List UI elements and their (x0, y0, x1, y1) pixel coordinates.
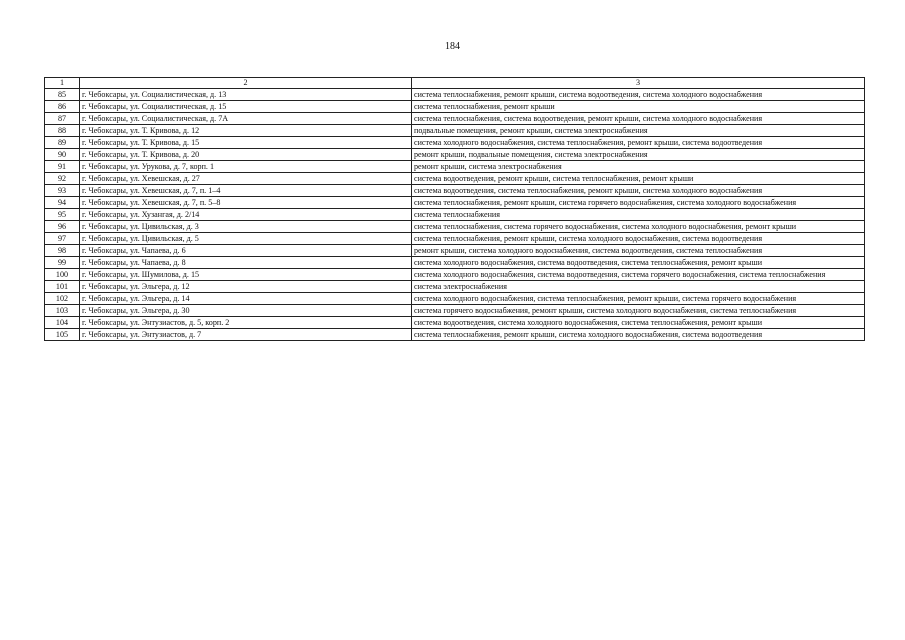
row-number-cell: 97 (45, 233, 80, 245)
table-row (45, 305, 865, 317)
works-cell: ремонт крыши, система холодного водоснабжения, система водоотведения, система теплоснабжения (412, 245, 865, 257)
registry-table (44, 77, 865, 341)
table-row (45, 269, 865, 281)
row-number-cell: 88 (45, 125, 80, 137)
row-number-cell: 94 (45, 197, 80, 209)
row-number-cell: 90 (45, 149, 80, 161)
address-cell: г. Чебоксары, ул. Урукова, д. 7, корп. 1 (80, 161, 412, 173)
row-number-cell: 101 (45, 281, 80, 293)
table-row (45, 245, 865, 257)
table-row (45, 89, 865, 101)
table-row (45, 197, 865, 209)
table-row (45, 137, 865, 149)
address-cell: г. Чебоксары, ул. Эльгера, д. 30 (80, 305, 412, 317)
address-cell: г. Чебоксары, ул. Хевешская, д. 7, п. 1–4 (80, 185, 412, 197)
row-number-cell: 93 (45, 185, 80, 197)
works-cell: система теплоснабжения, ремонт крыши, система холодного водоснабжения, система водоотведения (412, 329, 865, 341)
address-cell: г. Чебоксары, ул. Хузангая, д. 2/14 (80, 209, 412, 221)
address-cell: г. Чебоксары, ул. Эльгера, д. 12 (80, 281, 412, 293)
table-row (45, 113, 865, 125)
works-cell: система горячего водоснабжения, ремонт крыши, система холодного водоснабжения, система теплоснабжения (412, 305, 865, 317)
page-number: 184 (445, 41, 460, 52)
table-row (45, 317, 865, 329)
row-number-cell: 104 (45, 317, 80, 329)
row-number-cell: 95 (45, 209, 80, 221)
row-number-cell: 103 (45, 305, 80, 317)
table-row (45, 161, 865, 173)
row-number-cell: 89 (45, 137, 80, 149)
table-row (45, 221, 865, 233)
address-cell: г. Чебоксары, ул. Чапаева, д. 8 (80, 257, 412, 269)
address-cell: г. Чебоксары, ул. Хевешская, д. 7, п. 5–8 (80, 197, 412, 209)
works-cell: система холодного водоснабжения, система теплоснабжения, ремонт крыши, система горячего водоснабжения (412, 293, 865, 305)
works-cell: система водоотведения, система холодного водоснабжения, система теплоснабжения, ремонт крыши (412, 317, 865, 329)
address-cell: г. Чебоксары, ул. Хевешская, д. 27 (80, 173, 412, 185)
address-cell: г. Чебоксары, ул. Социалистическая, д. 15 (80, 101, 412, 113)
address-cell: г. Чебоксары, ул. Чапаева, д. 6 (80, 245, 412, 257)
table-row (45, 101, 865, 113)
works-cell: система теплоснабжения, система горячего водоснабжения, система холодного водоснабжения, ремонт крыши (412, 221, 865, 233)
address-cell: г. Чебоксары, ул. Цивильская, д. 3 (80, 221, 412, 233)
table-row (45, 173, 865, 185)
works-cell: система холодного водоснабжения, система водоотведения, система теплоснабжения, ремонт крыши (412, 257, 865, 269)
works-cell: система водоотведения, система теплоснабжения, ремонт крыши, система холодного водоснабжения (412, 185, 865, 197)
row-number-cell: 92 (45, 173, 80, 185)
table-header-row (45, 78, 865, 89)
row-number-cell: 91 (45, 161, 80, 173)
works-cell: система теплоснабжения, ремонт крыши (412, 101, 865, 113)
column-header-1: 1 (45, 78, 80, 89)
row-number-cell: 100 (45, 269, 80, 281)
address-cell: г. Чебоксары, ул. Цивильская, д. 5 (80, 233, 412, 245)
row-number-cell: 102 (45, 293, 80, 305)
address-cell: г. Чебоксары, ул. Социалистическая, д. 13 (80, 89, 412, 101)
table-row (45, 149, 865, 161)
address-cell: г. Чебоксары, ул. Т. Кривова, д. 15 (80, 137, 412, 149)
address-cell: г. Чебоксары, ул. Т. Кривова, д. 12 (80, 125, 412, 137)
works-cell: ремонт крыши, система электроснабжения (412, 161, 865, 173)
table-row (45, 233, 865, 245)
works-cell: подвальные помещения, ремонт крыши, система электроснабжения (412, 125, 865, 137)
table-row (45, 293, 865, 305)
works-cell: ремонт крыши, подвальные помещения, система электроснабжения (412, 149, 865, 161)
row-number-cell: 96 (45, 221, 80, 233)
address-cell: г. Чебоксары, ул. Эльгера, д. 14 (80, 293, 412, 305)
table-row (45, 185, 865, 197)
row-number-cell: 99 (45, 257, 80, 269)
address-cell: г. Чебоксары, ул. Энтузиастов, д. 7 (80, 329, 412, 341)
table-row (45, 209, 865, 221)
table-row (45, 281, 865, 293)
works-cell: система теплоснабжения, ремонт крыши, система горячего водоснабжения, система холодного водоснабжения (412, 197, 865, 209)
works-cell: система теплоснабжения, ремонт крыши, система холодного водоснабжения, система водоотведения (412, 233, 865, 245)
row-number-cell: 86 (45, 101, 80, 113)
table-row (45, 125, 865, 137)
row-number-cell: 85 (45, 89, 80, 101)
address-cell: г. Чебоксары, ул. Энтузиастов, д. 5, корп. 2 (80, 317, 412, 329)
column-header-3: 3 (412, 78, 865, 89)
address-cell: г. Чебоксары, ул. Шумилова, д. 15 (80, 269, 412, 281)
column-header-2: 2 (80, 78, 412, 89)
table-row (45, 257, 865, 269)
row-number-cell: 87 (45, 113, 80, 125)
works-cell: система теплоснабжения, система водоотведения, ремонт крыши, система холодного водоснабжения (412, 113, 865, 125)
works-cell: система теплоснабжения (412, 209, 865, 221)
works-cell: система теплоснабжения, ремонт крыши, система водоотведения, система холодного водоснабжения (412, 89, 865, 101)
row-number-cell: 105 (45, 329, 80, 341)
table-row (45, 329, 865, 341)
address-cell: г. Чебоксары, ул. Социалистическая, д. 7А (80, 113, 412, 125)
address-cell: г. Чебоксары, ул. Т. Кривова, д. 20 (80, 149, 412, 161)
works-cell: система электроснабжения (412, 281, 865, 293)
works-cell: система холодного водоснабжения, система теплоснабжения, ремонт крыши, система водоотведения (412, 137, 865, 149)
works-cell: система холодного водоснабжения, система водоотведения, система горячего водоснабжения, система теплоснабжения (412, 269, 865, 281)
works-cell: система водоотведения, ремонт крыши, система теплоснабжения, ремонт крыши (412, 173, 865, 185)
row-number-cell: 98 (45, 245, 80, 257)
